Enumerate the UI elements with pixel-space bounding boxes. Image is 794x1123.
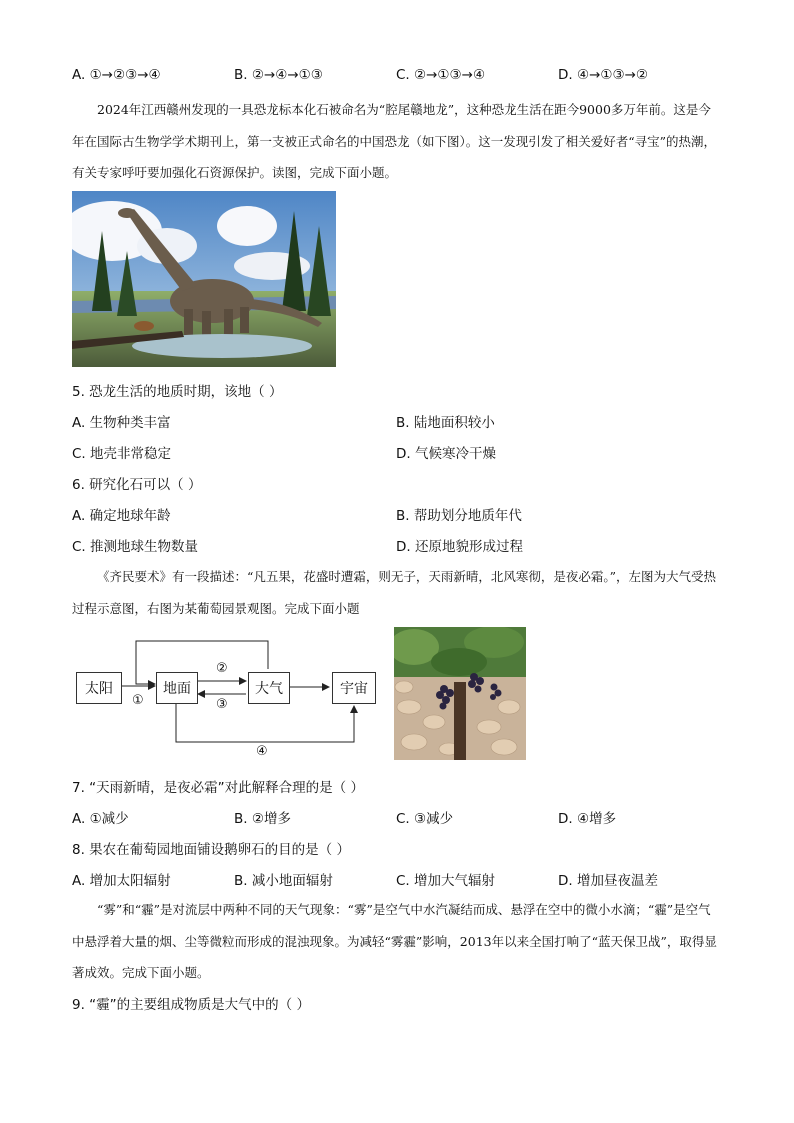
label-1: ①: [132, 693, 144, 708]
q8-option-a[interactable]: A. 增加太阳辐射: [72, 873, 171, 889]
q8-option-b[interactable]: B. 减小地面辐射: [234, 873, 333, 889]
q7-option-b[interactable]: B. ②增多: [234, 811, 291, 827]
sun-box: 太阳: [76, 672, 122, 704]
ground-box: 地面: [156, 672, 198, 704]
passage-frost: 《齐民要术》有一段描述：“凡五果，花盛时遭霜，则无子，天雨新晴，北风寒彻，是夜必霜。”，左图为大气受热过程示意图，右图为某葡萄园景观图。完成下面小题: [72, 569, 717, 616]
passage-fog-haze: “雾”和“霾”是对流层中两种不同的天气现象：“雾”是空气中水汽凝结而成、悬浮在空中的微小水滴；“霾”是空气中悬浮着大量的烟、尘等微粒而形成的混浊现象。为减轻“雾霾”影响，2013年以来全国打响了“蓝天保卫战”，取得显著成效。完成下面小题。: [72, 902, 717, 980]
q5-option-c[interactable]: C. 地壳非常稳定: [72, 446, 172, 462]
q9-stem: 9. “霾”的主要组成物质是大气中的（ ）: [72, 997, 310, 1013]
arrow-4: [176, 704, 354, 742]
atmosphere-box: 大气: [248, 672, 290, 704]
atmosphere-heating-diagram: [72, 636, 382, 764]
q8-option-d[interactable]: D. 增加昼夜温差: [558, 873, 658, 889]
q6-option-d[interactable]: D. 还原地貌形成过程: [396, 539, 523, 555]
space-box: 宇宙: [332, 672, 376, 704]
q8-option-c[interactable]: C. 增加大气辐射: [396, 873, 496, 889]
q5-option-a[interactable]: A. 生物种类丰富: [72, 415, 171, 431]
vineyard-image: [394, 627, 526, 760]
q4-option-c[interactable]: C. ②→①③→④: [396, 67, 486, 83]
q6-option-b[interactable]: B. 帮助划分地质年代: [396, 508, 522, 524]
q4-option-d[interactable]: D. ④→①③→②: [558, 67, 649, 83]
passage-dinosaur: 2024年江西赣州发现的一具恐龙标本化石被命名为“腔尾赣地龙”，这种恐龙生活在距今9000多万年前。这是今年在国际古生物学学术期刊上，第一支被正式命名的中国恐龙（如下图）。这一发现引发了相关爱好者“寻宝”的热潮，有关专家呼吁要加强化石资源保护。读图，完成下面小题。: [72, 102, 717, 180]
q4-option-a[interactable]: A. ①→②③→④: [72, 67, 161, 83]
label-3: ③: [216, 697, 228, 712]
label-2: ②: [216, 661, 228, 676]
q7-option-c[interactable]: C. ③减少: [396, 811, 454, 827]
dinosaur-image: [72, 191, 336, 367]
q7-option-d[interactable]: D. ④增多: [558, 811, 617, 827]
q5-option-d[interactable]: D. 气候寒冷干燥: [396, 446, 496, 462]
q6-option-c[interactable]: C. 推测地球生物数量: [72, 539, 199, 555]
q6-option-a[interactable]: A. 确定地球年龄: [72, 508, 171, 524]
q7-option-a[interactable]: A. ①减少: [72, 811, 129, 827]
q5-stem: 5. 恐龙生活的地质时期，该地（ ）: [72, 384, 283, 400]
q8-stem: 8. 果农在葡萄园地面铺设鹅卵石的目的是（ ）: [72, 842, 350, 858]
label-4: ④: [256, 744, 268, 759]
q6-stem: 6. 研究化石可以（ ）: [72, 477, 202, 493]
q4-option-b[interactable]: B. ②→④→①③: [234, 67, 323, 83]
q5-option-b[interactable]: B. 陆地面积较小: [396, 415, 495, 431]
q7-stem: 7. “天雨新晴，是夜必霜”对此解释合理的是（ ）: [72, 780, 364, 796]
